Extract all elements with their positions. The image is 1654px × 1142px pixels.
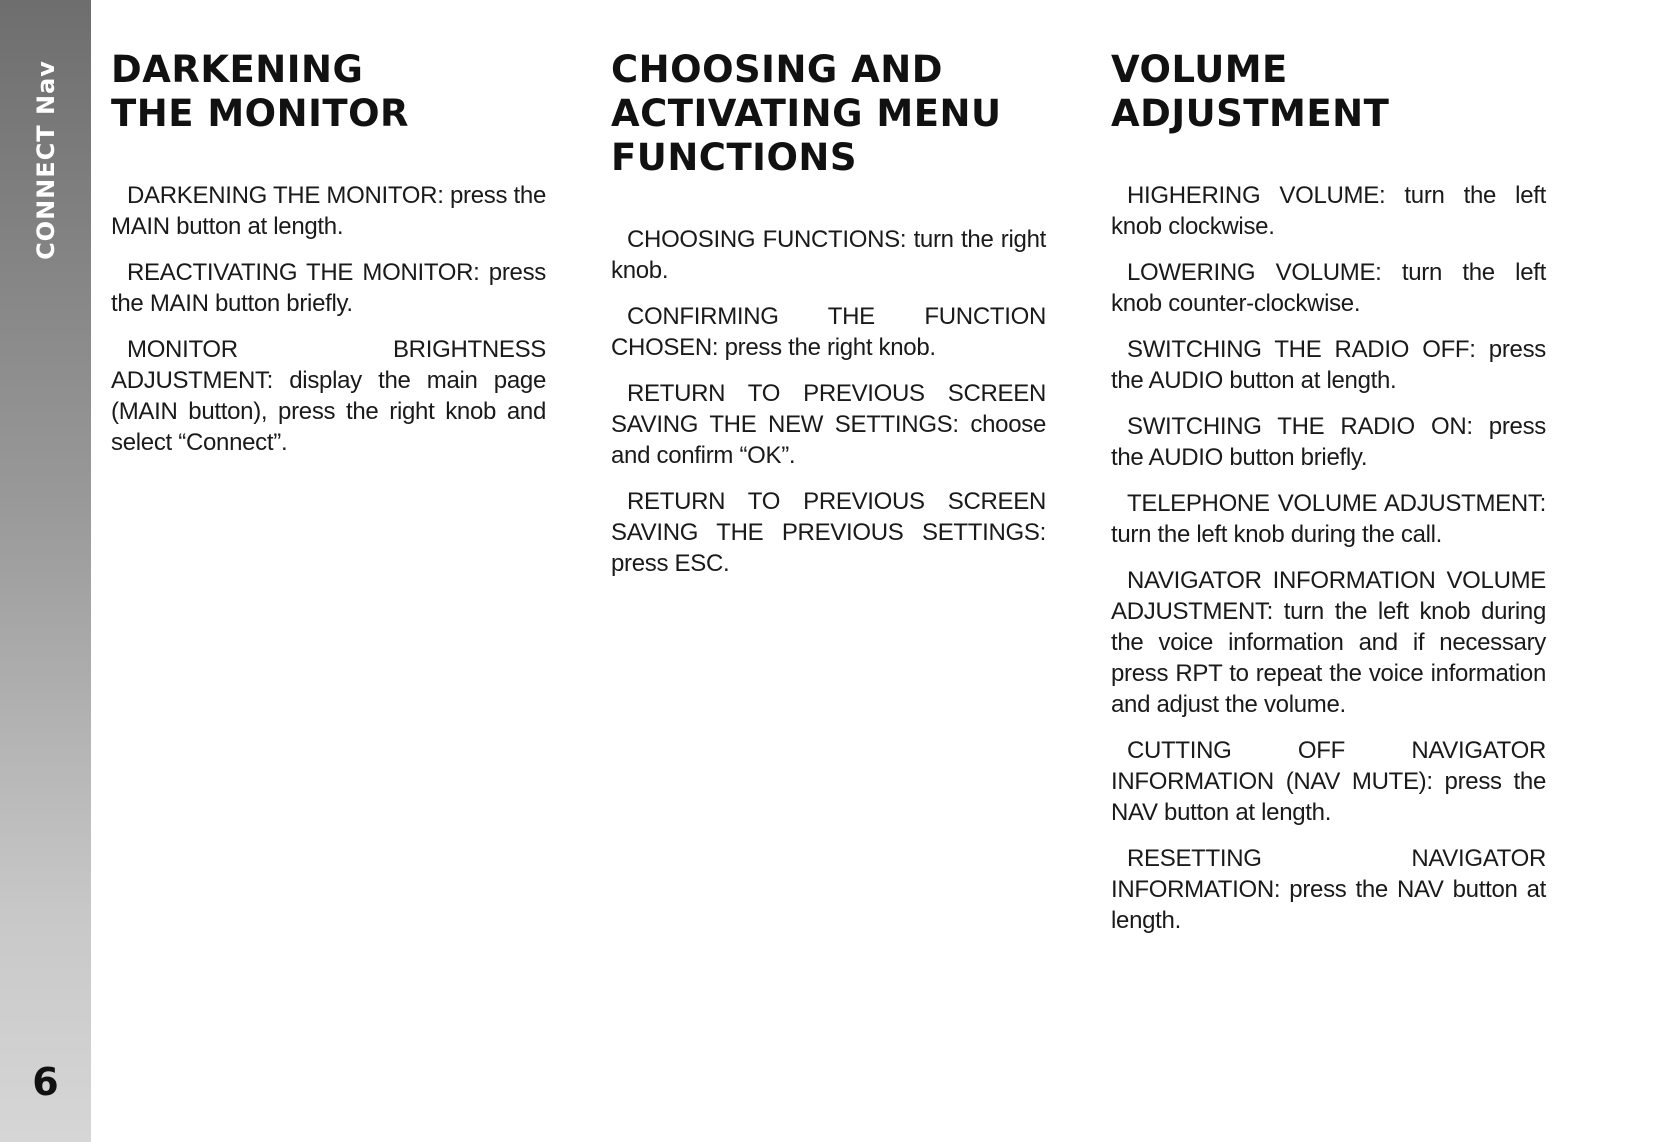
paragraph: DARKENING THE MONITOR: press the MAIN button at length.	[111, 182, 546, 240]
column-3-body	[1111, 180, 1546, 936]
paragraph: CUTTING OFF NAVIGATOR INFORMATION (NAV MUTE): press the NAV button at length.	[1111, 737, 1546, 826]
paragraph: RETURN TO PREVIOUS SCREEN SAVING THE NEW SETTINGS: choose and confirm “OK”.	[611, 380, 1046, 469]
heading-menu-functions: CHOOSING AND ACTIVATING MENU FUNCTIONS	[611, 48, 1002, 179]
paragraph: TELEPHONE VOLUME ADJUSTMENT: turn the left knob during the call.	[1111, 490, 1546, 548]
sidebar-section-band	[0, 0, 91, 1142]
section-tab-label: CONNECT Nav	[32, 60, 60, 260]
paragraph: RESETTING NAVIGATOR INFORMATION: press the NAV button at length.	[1111, 845, 1546, 934]
column-darkening-monitor	[111, 48, 546, 473]
paragraph: RETURN TO PREVIOUS SCREEN SAVING THE PREVIOUS SETTINGS: press ESC.	[611, 488, 1046, 577]
heading-volume-adjustment: VOLUME ADJUSTMENT	[1111, 48, 1390, 135]
paragraph: SWITCHING THE RADIO ON: press the AUDIO button briefly.	[1111, 413, 1546, 471]
paragraph: LOWERING VOLUME: turn the left knob counter-clockwise.	[1111, 259, 1546, 317]
page-number: 6	[32, 1060, 59, 1104]
paragraph: REACTIVATING THE MONITOR: press the MAIN button briefly.	[111, 259, 546, 317]
paragraph: SWITCHING THE RADIO OFF: press the AUDIO button at length.	[1111, 336, 1546, 394]
paragraph: MONITOR BRIGHTNESS ADJUSTMENT: display the main page (MAIN button), press the right knob and select “Connect”.	[111, 336, 546, 456]
paragraph: CONFIRMING THE FUNCTION CHOSEN: press the right knob.	[611, 303, 1046, 361]
paragraph: CHOOSING FUNCTIONS: turn the right knob.	[611, 226, 1046, 284]
paragraph: NAVIGATOR INFORMATION VOLUME ADJUSTMENT: turn the left knob during the voice information and if necessary press RPT to repeat the voice information and adjust the volume.	[1111, 567, 1546, 718]
paragraph: HIGHERING VOLUME: turn the left knob clockwise.	[1111, 182, 1546, 240]
heading-darkening-monitor: DARKENING THE MONITOR	[111, 48, 410, 135]
column-menu-functions	[611, 48, 1046, 594]
column-volume-adjustment	[1111, 48, 1546, 951]
column-2-body	[611, 224, 1046, 579]
column-1-body	[111, 180, 546, 458]
